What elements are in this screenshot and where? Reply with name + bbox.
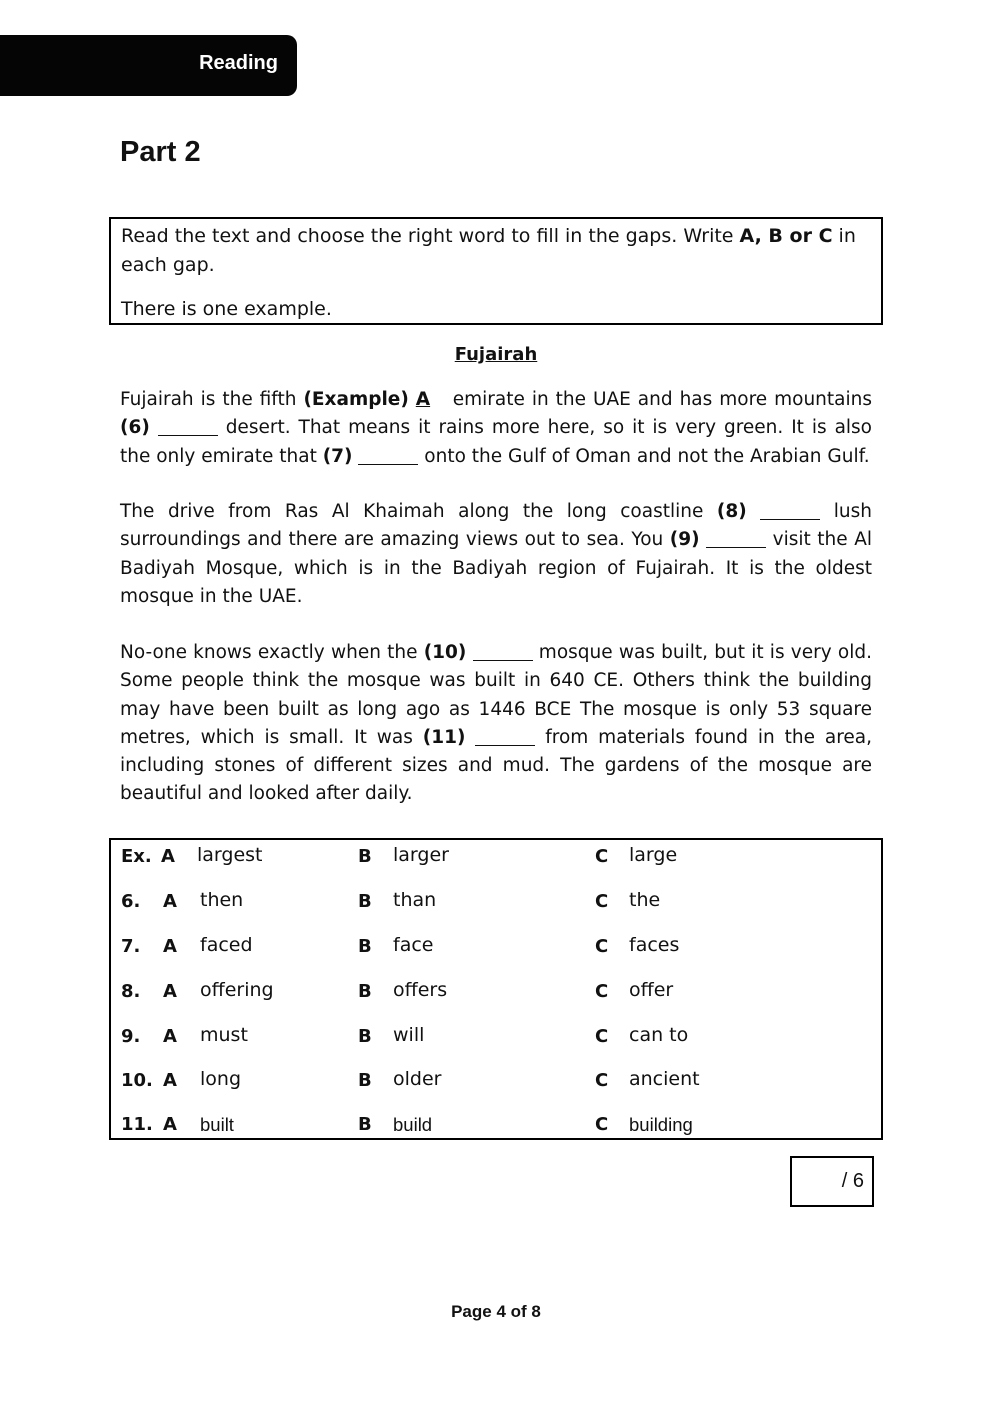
instructions-line-2: There is one example. — [121, 298, 332, 320]
option-row-example — [111, 842, 881, 872]
paragraph-2: The drive from Ras Al Khaimah along the long coastline (8) lush surroundings and there are amazing views out to sea. You (9) visit the Al Badiyah Mosque, which is in the Badiyah region of Fujairah. It is the oldest mosque in the UAE. — [120, 501, 872, 607]
option-number: 7. — [121, 936, 141, 957]
option-letter-b: B — [358, 936, 372, 957]
part-title: Part 2 — [120, 136, 201, 168]
option-letter-a: A — [161, 846, 175, 867]
option-a[interactable]: faced — [200, 934, 253, 956]
footer-prefix: Page — [451, 1302, 497, 1321]
paragraph-3: No-one knows exactly when the (10) mosque was built, but it is very old. Some people think the mosque was built in 640 CE. Others think the building may have been built as long ago as 1446 BCE The mosque is only 53 square metres, which is small. It was (11) from materials found in the area, including stones of different sizes and mud. The gardens of the mosque are beautiful and looked after daily. — [120, 642, 873, 805]
gap-number-11: (11) — [422, 726, 466, 748]
gap-number-10: (10) — [423, 642, 467, 663]
option-b[interactable]: offers — [393, 979, 448, 1001]
option-b[interactable]: build — [393, 1114, 433, 1135]
section-tab — [0, 35, 297, 96]
option-letter-b: B — [358, 1070, 372, 1091]
option-a[interactable]: built — [200, 1114, 234, 1135]
option-number: 10. — [121, 1070, 153, 1091]
option-letter-b: B — [358, 846, 372, 867]
instructions-text-end: in each gap. — [121, 225, 856, 276]
option-letter-b: B — [358, 891, 372, 912]
gap-6-blank[interactable] — [158, 417, 218, 437]
paragraph-1: Fujairah is the fifth (Example) A emirate in the UAE and has more mountains (6) desert. That means it rains more here, so it is very green. It is also the only emirate that (7) onto the Gulf of Oman and not the Arabian Gulf. — [120, 386, 872, 471]
option-letter-c: C — [595, 891, 609, 912]
option-letter-c: C — [595, 1114, 609, 1135]
page-number: 4 — [496, 1302, 506, 1321]
option-a[interactable]: then — [200, 889, 244, 911]
option-number: Ex. — [121, 846, 152, 867]
option-letter-c: C — [595, 1026, 609, 1047]
option-c[interactable]: the — [629, 889, 661, 911]
option-letter-c: C — [595, 1070, 609, 1091]
option-number: 9. — [121, 1026, 141, 1047]
option-letter-a: A — [163, 981, 177, 1002]
gap-11-blank[interactable] — [475, 726, 535, 746]
instructions-box — [109, 217, 883, 325]
gap-number-8: (8) — [716, 501, 747, 522]
option-number: 8. — [121, 981, 141, 1002]
gap-number-6: (6) — [120, 417, 150, 439]
option-c[interactable]: can to — [629, 1024, 689, 1046]
page-total: 8 — [531, 1302, 541, 1321]
option-b[interactable]: larger — [393, 844, 449, 866]
option-letter-a: A — [163, 1070, 177, 1091]
gap-number-7: (7) — [322, 445, 353, 467]
option-letter-b: B — [358, 1114, 372, 1135]
option-letter-a: A — [163, 936, 177, 957]
option-row-11 — [111, 1110, 881, 1140]
option-a[interactable]: offering — [200, 979, 274, 1001]
instructions-text: Read the text and choose the right word to fill in the gaps. Write — [121, 225, 740, 247]
option-c[interactable]: building — [629, 1114, 693, 1135]
option-letter-c: C — [595, 981, 609, 1002]
score-label: / 6 — [841, 1170, 864, 1192]
gap-10-blank[interactable] — [473, 642, 533, 662]
option-b[interactable]: will — [393, 1024, 425, 1046]
section-tab-label: Reading — [199, 52, 278, 74]
example-answer: A — [415, 389, 431, 410]
options-table — [109, 838, 883, 1140]
option-letter-a: A — [163, 1114, 177, 1135]
option-letter-b: B — [358, 1026, 372, 1047]
option-letter-b: B — [358, 981, 372, 1002]
footer-of: of — [505, 1302, 532, 1321]
instructions-line-1 — [121, 222, 873, 280]
gap-number-9: (9) — [669, 529, 700, 551]
option-c[interactable]: faces — [629, 934, 680, 956]
option-c[interactable]: large — [629, 844, 678, 866]
option-row-9 — [111, 1022, 881, 1052]
option-letter-c: C — [595, 846, 609, 867]
option-letter-a: A — [163, 891, 177, 912]
example-label: (Example) — [303, 389, 409, 410]
option-b[interactable]: than — [393, 889, 437, 911]
option-letter-a: A — [163, 1026, 177, 1047]
score-box[interactable] — [790, 1156, 874, 1207]
option-row-10 — [111, 1066, 881, 1096]
option-a[interactable]: must — [200, 1024, 248, 1046]
gap-7-blank[interactable] — [358, 445, 418, 465]
option-number: 6. — [121, 891, 141, 912]
option-c[interactable]: ancient — [629, 1068, 700, 1090]
gap-9-blank[interactable] — [706, 529, 766, 549]
page-footer — [0, 1302, 992, 1322]
option-row-6 — [111, 887, 881, 917]
option-a[interactable]: long — [200, 1068, 242, 1090]
option-b[interactable]: older — [393, 1068, 442, 1090]
option-c[interactable]: offer — [629, 979, 674, 1001]
instructions-choices: A, B or C — [739, 225, 833, 247]
option-row-8 — [111, 977, 881, 1007]
gap-8-blank[interactable] — [760, 501, 820, 521]
text-title: Fujairah — [454, 344, 538, 365]
option-a[interactable]: largest — [197, 844, 263, 866]
option-row-7 — [111, 932, 881, 962]
option-number: 11. — [121, 1114, 153, 1135]
option-b[interactable]: face — [393, 934, 434, 956]
option-letter-c: C — [595, 936, 609, 957]
